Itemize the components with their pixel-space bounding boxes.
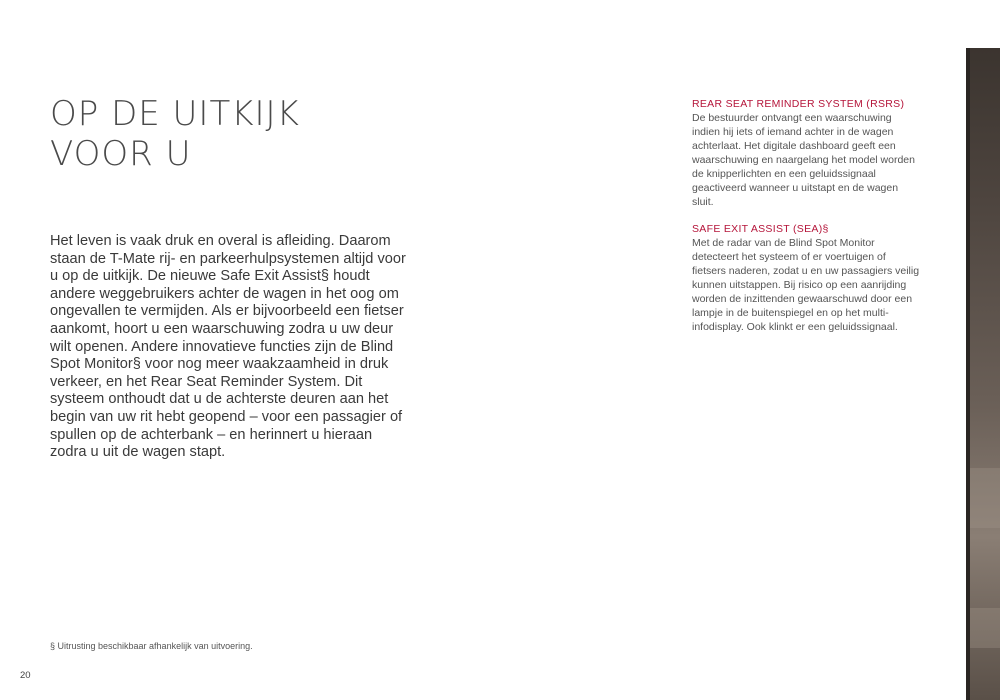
photo-highlight-band [970, 608, 1000, 648]
footnote: § Uitrusting beschikbaar afhankelijk van uitvoering. [50, 641, 253, 651]
photo-edge-image [966, 48, 1000, 700]
rsrs-description: De bestuurder ontvangt een waarschuwing indien hij iets of iemand achter in de wagen achterlaat. Het digitale dashboard geeft een waarschuwing en naargelang het model worden de knipperlichten en een geluidssignaal geactiveerd wanneer u uitstapt en de wagen sluit. [692, 112, 915, 208]
page-title [50, 94, 300, 174]
feature-sidebar [692, 97, 922, 347]
photo-edge-shadow [966, 48, 970, 700]
rsrs-heading: REAR SEAT REMINDER SYSTEM (RSRS) [692, 98, 905, 110]
page-number: 20 [20, 670, 31, 681]
sea-section [692, 222, 922, 334]
intro-paragraph: Het leven is vaak druk en overal is afleiding. Daarom staan de T-Mate rij- en parkeerhulpsystemen altijd voor u op de uitkijk. De nieuwe Safe Exit Assist§ houdt andere weggebruikers achter de wagen in het oog om ongevallen te vermijden. Als er bijvoorbeeld een fietser aankomt, hoort u een waarschuwing zodra u uw deur wilt openen. Andere innovatieve functies zijn de Blind Spot Monitor§ voor nog meer waakzaamheid in druk verkeer, en het Rear Seat Reminder System. Dit systeem onthoudt dat u de achterste deuren aan het begin van uw rit hebt geopend – voor een passagier of spullen op de achterbank – en herinnert u hieraan zodra u uit de wagen stapt. [50, 233, 406, 461]
page-title-line-2: VOOR U [50, 134, 192, 174]
page-title-line-1: OP DE UITKIJK [50, 94, 300, 134]
sea-heading: SAFE EXIT ASSIST (SEA)§ [692, 223, 829, 235]
rsrs-section [692, 97, 922, 209]
sea-description: Met de radar van de Blind Spot Monitor detecteert het systeem of er voertuigen of fietsers naderen, zodat u en uw passagiers veilig kunnen uitstappen. Bij risico op een aanrijding worden de inzittenden gewaarschuwd door een lampje in de buitenspiegel en op het multi-infodisplay. Ook klinkt er een geluidssignaal. [692, 237, 920, 333]
photo-highlight-band [970, 468, 1000, 528]
